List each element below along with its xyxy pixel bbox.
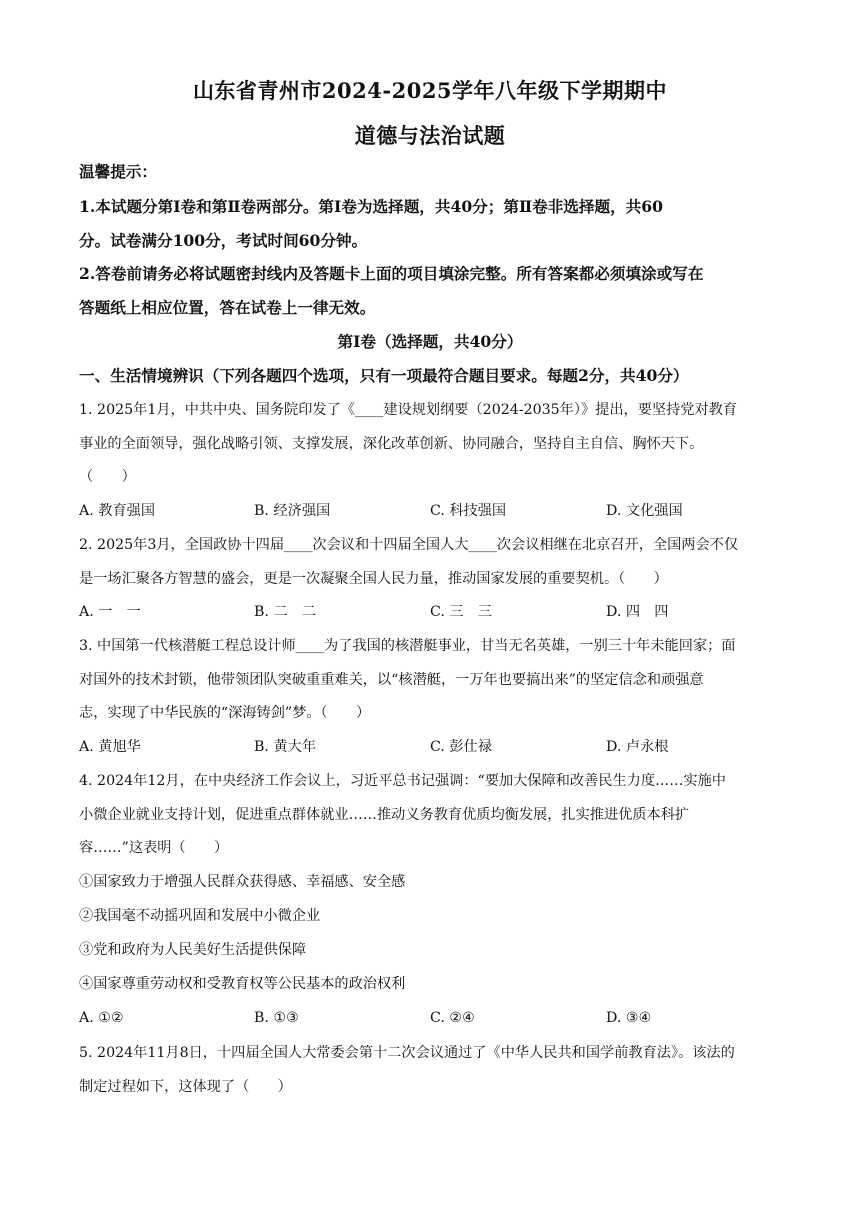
notes-line-4: 答题纸上相应位置，答在试卷上一律无效。 (79, 298, 376, 317)
question-2-option-d: D. 四 四 (606, 604, 669, 620)
question-4-statement-2: ②我国毫不动摇巩固和发展中小微企业 (79, 908, 321, 924)
question-2-line-1: 2. 2025年3月，全国政协十四届____次会议和十四届全国人大____次会议相继在北京召开，全国两会不仅 (79, 537, 739, 553)
question-2-option-c: C. 三 三 (430, 604, 492, 620)
notes-heading: 温馨提示： (79, 162, 157, 181)
question-1-option-a: A. 教育强国 (79, 503, 156, 519)
question-3-line-1: 3. 中国第一代核潜艇工程总设计师____为了我国的核潜艇事业，甘当无名英雄，一别三十年未能回家；面 (79, 638, 736, 654)
question-5-line-2: 制定过程如下，这体现了（ ） (79, 1079, 292, 1095)
volume-title: 第Ⅰ卷（选择题，共40分） (337, 332, 523, 351)
question-3-line-2: 对国外的技术封锁，他带领团队突破重重难关，以“核潜艇，一万年也要搞出来”的坚定信念和顽强意 (79, 672, 704, 688)
question-3-option-b: B. 黄大年 (254, 739, 317, 755)
question-4-statement-4: ④国家尊重劳动权和受教育权等公民基本的政治权利 (79, 976, 406, 992)
question-4-line-3: 容……”这表明（ ） (79, 840, 229, 856)
exam-subject-title: 道德与法治试题 (354, 123, 506, 148)
question-4-line-2: 小微企业就业支持计划，促进重点群体就业……推动义务教育优质均衡发展，扎实推进优质本科扩 (79, 807, 690, 823)
notes-line-3: 2.答卷前请务必将试题密封线内及答题卡上面的项目填涂完整。所有答案都必须填涂或写在 (79, 264, 704, 283)
question-4-statement-3: ③党和政府为人民美好生活提供保障 (79, 942, 307, 958)
notes-line-1: 1.本试题分第Ⅰ卷和第Ⅱ卷两部分。第Ⅰ卷为选择题，共40分；第Ⅱ卷非选择题，共60 (79, 197, 663, 216)
question-3-option-c: C. 彭仕禄 (430, 739, 492, 755)
notes-line-2: 分。试卷满分100分，考试时间60分钟。 (79, 231, 368, 250)
question-3-option-d: D. 卢永根 (606, 739, 669, 755)
question-3-option-a: A. 黄旭华 (79, 739, 141, 755)
question-5-line-1: 5. 2024年11月8日，十四届全国人大常委会第十二次会议通过了《中华人民共和国学前教育法》。该法的 (79, 1045, 735, 1061)
question-2-line-2: 是一场汇聚各方智慧的盛会，更是一次凝聚全国人民力量，推动国家发展的重要契机。（ ） (79, 571, 668, 587)
question-1-line-1: 1. 2025年1月，中共中央、国务院印发了《____建设规划纲要（2024-2035年）》提出，要坚持党对教育 (79, 402, 738, 418)
question-2-option-b: B. 二 二 (254, 604, 317, 620)
question-1-line-2: 事业的全面领导，强化战略引领、支撑发展，深化改革创新、协同融合，坚持自主自信、胸怀天下。 (79, 436, 704, 452)
question-4-line-1: 4. 2024年12月，在中央经济工作会议上，习近平总书记强调：“要加大保障和改善民生力度……实施中 (79, 773, 726, 789)
question-1-option-c: C. 科技强国 (430, 503, 507, 519)
question-4-option-d: D. ③④ (606, 1010, 652, 1026)
exam-title: 山东省青州市2024-2025学年八年级下学期期中 (192, 78, 668, 103)
question-1-line-3: （ ） (79, 469, 136, 485)
question-4-option-a: A. ①② (79, 1010, 124, 1026)
question-3-line-3: 志，实现了中华民族的“深海铸剑”梦。（ ） (79, 705, 371, 721)
part-title: 一、生活情境辨识（下列各题四个选项，只有一项最符合题目要求。每题2分，共40分） (79, 366, 689, 385)
question-1-option-b: B. 经济强国 (254, 503, 331, 519)
question-4-option-c: C. ②④ (430, 1010, 475, 1026)
question-4-option-b: B. ①③ (254, 1010, 299, 1026)
question-1-option-d: D. 文化强国 (606, 503, 683, 519)
question-4-statement-1: ①国家致力于增强人民群众获得感、幸福感、安全感 (79, 874, 406, 890)
question-2-option-a: A. 一 一 (79, 604, 141, 620)
